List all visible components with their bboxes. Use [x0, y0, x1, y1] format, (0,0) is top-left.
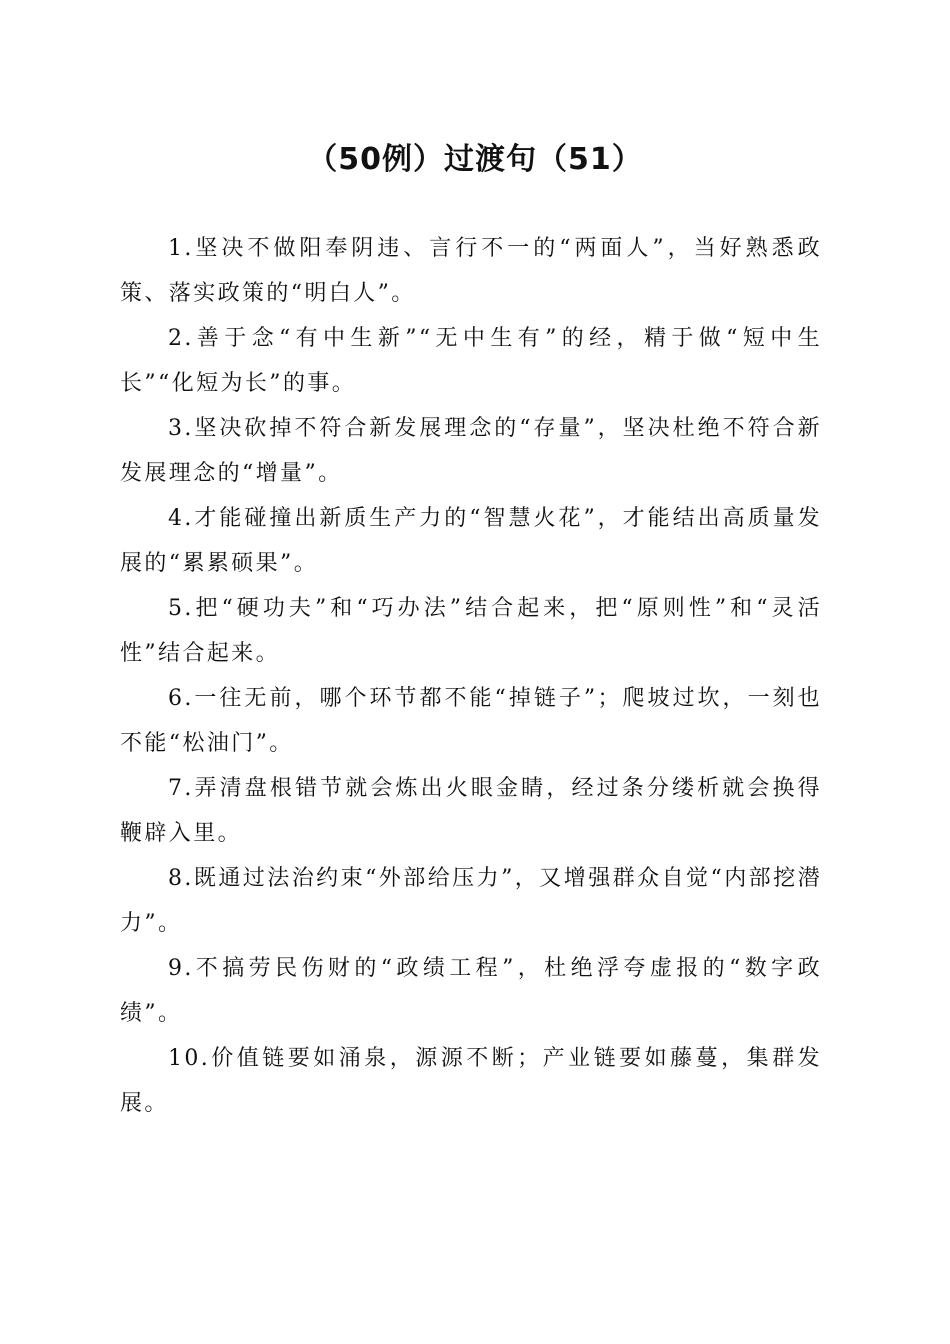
paragraph-6: 6.一往无前，哪个环节都不能“掉链子”；爬坡过坎，一刻也不能“松油门”。 — [120, 686, 822, 756]
paragraph-1: 1.坚决不做阳奉阴违、言行不一的“两面人”，当好熟悉政策、落实政策的“明白人”。 — [120, 236, 822, 306]
document-body — [120, 226, 822, 1126]
paragraph-4: 4.才能碰撞出新质生产力的“智慧火花”，才能结出高质量发展的“累累硕果”。 — [120, 506, 822, 576]
paragraph-2: 2.善于念“有中生新”“无中生有”的经，精于做“短中生长”“化短为长”的事。 — [120, 326, 822, 396]
paragraph-10: 10.价值链要如涌泉，源源不断；产业链要如藤蔓，集群发展。 — [120, 1046, 822, 1116]
paragraph-7: 7.弄清盘根错节就会炼出火眼金睛，经过条分缕析就会换得鞭辟入里。 — [120, 776, 822, 846]
paragraph-3: 3.坚决砍掉不符合新发展理念的“存量”，坚决杜绝不符合新发展理念的“增量”。 — [120, 416, 822, 486]
paragraph-5: 5.把“硬功夫”和“巧办法”结合起来，把“原则性”和“灵活性”结合起来。 — [120, 596, 822, 666]
paragraph-9: 9.不搞劳民伤财的“政绩工程”，杜绝浮夸虚报的“数字政绩”。 — [120, 956, 822, 1026]
paragraph-8: 8.既通过法治约束“外部给压力”，又增强群众自觉“内部挖潜力”。 — [120, 866, 822, 936]
document-title: （50例）过渡句（51） — [307, 142, 643, 177]
